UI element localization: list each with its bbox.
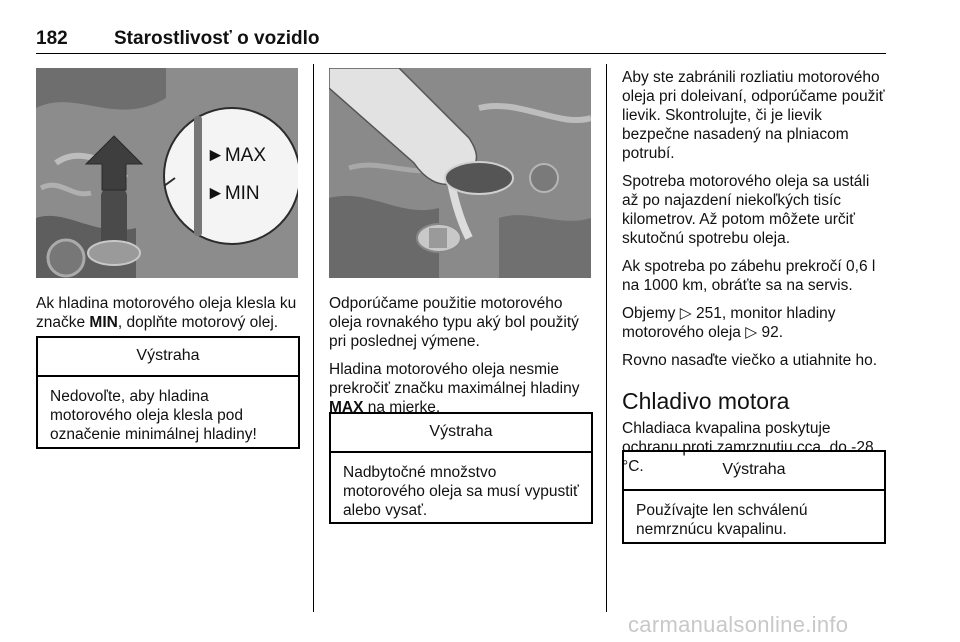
min-mark-label: MIN bbox=[224, 183, 260, 204]
col3-paragraph-6: Chladiaca kvapalina poskytuje ochranu proti zamrznutiu cca. do -28 °C. bbox=[622, 420, 874, 475]
page-ref-icon[interactable]: ▷ bbox=[679, 305, 692, 322]
col2-paragraph-2: Hladina motorového oleja nesmie prekročiť značku maximálnej hladiny MAX na mierke. bbox=[329, 361, 580, 416]
dipstick-illustration bbox=[36, 68, 298, 278]
oil-filling-illustration bbox=[329, 68, 591, 278]
figure-oil-filling bbox=[329, 68, 591, 278]
col3-warning-text: Používajte len schválenú nemrznúcu kvapalinu. bbox=[636, 502, 808, 538]
col3-paragraph-3: Ak spotreba po zábehu prekročí 0,6 l na 1000 km, obráťte sa na servis. bbox=[622, 258, 876, 294]
page-number: 182 bbox=[36, 28, 68, 49]
col1-warning-title: Výstraha bbox=[38, 338, 298, 377]
footer-watermark: carmanualsonline.info bbox=[628, 612, 849, 637]
column-divider-2 bbox=[606, 64, 607, 612]
figure-oil-dipstick bbox=[36, 68, 298, 278]
section-heading: Chladivo motora bbox=[622, 388, 790, 414]
col3-warning-title: Výstraha bbox=[624, 452, 884, 491]
page-ref-icon[interactable]: ▷ bbox=[745, 324, 758, 341]
col3-paragraph-1: Aby ste zabránili rozliatiu motorového oleja pri doleivaní, odporúčame použiť lievik. Skontrolujte, či je lievik bezpečne nasadený na plniacom potrubí. bbox=[622, 69, 885, 162]
col1-warning-text: Nedovoľte, aby hladina motorového oleja klesla pod označenie minimálnej hladiny! bbox=[50, 388, 257, 443]
column-1 bbox=[36, 294, 302, 341]
col2-warning-box bbox=[329, 412, 593, 524]
col1-warning-box bbox=[36, 336, 300, 449]
col3-paragraph-4: Objemy ▷ 251, monitor hladiny motorového oleja ▷ 92. bbox=[622, 305, 836, 341]
col1-paragraph: Ak hladina motorového oleja klesla ku značke MIN, doplňte motorový olej. bbox=[36, 295, 297, 331]
col2-warning-title: Výstraha bbox=[331, 414, 591, 453]
svg-text:►MAX: ►MAX bbox=[206, 145, 266, 166]
col2-paragraph-1: Odporúčame použitie motorového oleja rovnakého typu aký bol použitý pri poslednej výmene. bbox=[329, 295, 579, 350]
section-title: Starostlivosť o vozidlo bbox=[114, 28, 320, 49]
header-rule bbox=[36, 53, 886, 54]
column-3 bbox=[622, 68, 888, 485]
col3-warning-box bbox=[622, 450, 886, 544]
column-divider-1 bbox=[313, 64, 314, 612]
col3-paragraph-2: Spotreba motorového oleja sa ustáli až po najazdení niekoľkých tisíc kilometrov. Až potom môžete určiť skutočnú spotrebu oleja. bbox=[622, 173, 870, 247]
max-mark-label: MAX bbox=[224, 145, 266, 166]
column-2 bbox=[329, 294, 595, 426]
svg-text:►MIN: ►MIN bbox=[206, 183, 260, 204]
col2-warning-text: Nadbytočné množstvo motorového oleja sa musí vypustiť alebo vysať. bbox=[343, 464, 579, 519]
col3-paragraph-5: Rovno nasaďte viečko a utiahnite ho. bbox=[622, 352, 878, 369]
